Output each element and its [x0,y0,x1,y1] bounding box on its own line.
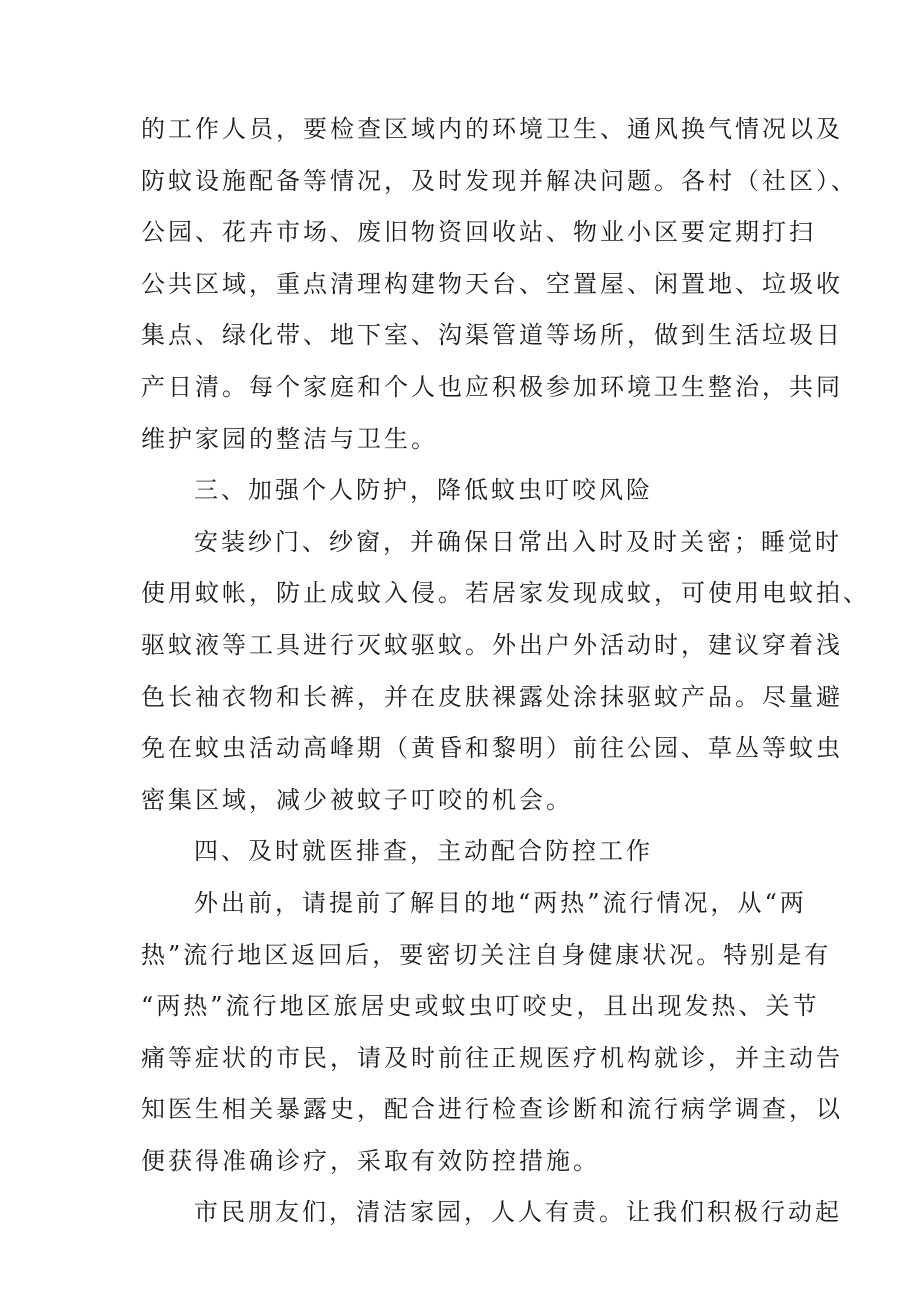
document-body [141,104,870,1239]
text-line: 色长袖衣物和长裤，并在皮肤裸露处涂抹驱蚊产品。尽量避 [141,682,843,711]
text-line: 公园、花卉市场、废旧物资回收站、物业小区要定期打扫 [141,218,816,247]
text-line: 密集区域，减少被蚊子叮咬的机会。 [141,785,573,814]
text-line: 免在蚊虫活动高峰期（黄昏和黎明）前往公园、草丛等蚊虫 [141,734,843,763]
text-line: 公共区域，重点清理构建物天台、空置屋、闲置地、垃圾收 [141,269,843,298]
text-line: 维护家园的整洁与卫生。 [141,424,438,453]
text-line: “两热”流行地区旅居史或蚊虫叮咬史，且出现发热、关节 [141,992,820,1021]
section-heading-3: 三、加强个人防护，降低蚊虫叮咬风险 [194,476,653,505]
text-line: 便获得准确诊疗，采取有效防控措施。 [141,1146,600,1175]
text-line: 使用蚊帐，防止成蚊入侵。若居家发现成蚊，可使用电蚊拍、 [141,579,870,608]
text-line: 集点、绿化带、地下室、沟渠管道等场所，做到生活垃圾日 [141,321,843,350]
section-heading-4: 四、及时就医排查，主动配合防控工作 [194,837,653,866]
text-line: 驱蚊液等工具进行灭蚊驱蚊。外出户外活动时，建议穿着浅 [141,630,843,659]
text-line: 市民朋友们，清洁家园，人人有责。让我们积极行动起 [194,1198,842,1227]
text-line: 痛等症状的市民，请及时前往正规医疗机构就诊，并主动告 [141,1043,843,1072]
text-line: 外出前，请提前了解目的地“两热”流行情况，从“两 [194,888,807,917]
text-line: 的工作人员，要检查区域内的环境卫生、通风换气情况以及 [141,115,843,143]
text-line: 产日清。每个家庭和个人也应积极参加环境卫生整治，共同 [141,372,843,401]
text-line: 知医生相关暴露史，配合进行检查诊断和流行病学调查，以 [141,1095,843,1124]
text-line: 安装纱门、纱窗，并确保日常出入时及时关密；睡觉时 [194,527,842,556]
text-line: 防蚊设施配备等情况，及时发现并解决问题。各村（社区）、 [141,166,858,195]
text-line: 热”流行地区返回后，要密切关注自身健康状况。特别是有 [141,940,832,969]
